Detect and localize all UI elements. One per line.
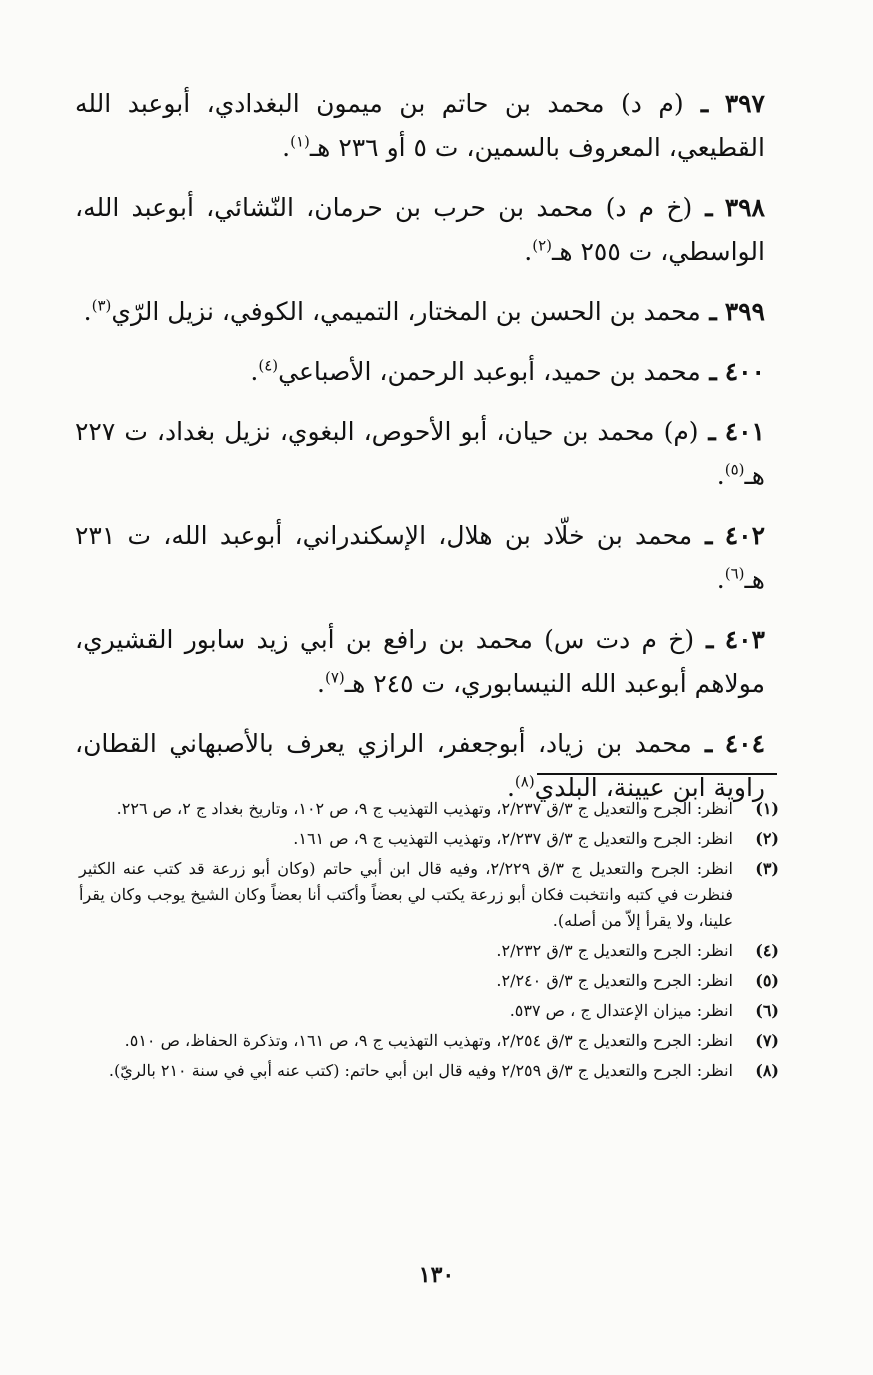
entry-text: محمد بن زياد، أبوجعفر، الرازي يعرف بالأصبهاني القطان، راوية ابن عيينة، البلدي — [75, 729, 765, 802]
entry-number: ٣٩٩ — [724, 297, 765, 326]
footnote — [79, 1028, 779, 1054]
footnote — [79, 856, 779, 934]
footnote-mark: (٧) — [755, 1031, 779, 1050]
footnote-ref: (١) — [290, 132, 310, 151]
footnote-divider — [537, 773, 777, 775]
entry-text: محمد بن حميد، أبوعبد الرحمن، الأصباعي — [278, 357, 701, 386]
footnote-text: انظر: الجرح والتعديل ج ٣/ق ٢/٢٣٧، وتهذيب التهذيب ج ٩، ص ١٦١. — [293, 829, 733, 848]
footnote — [79, 796, 779, 822]
entry-text: محمد بن خلّاد بن هلال، الإسكندراني، أبوعبد الله، ت ٢٣١ هـ — [75, 521, 765, 594]
entry-number: ٣٩٧ — [724, 89, 765, 118]
footnote-text: انظر: الجرح والتعديل ج ٣/ق ٢/٢٣٢. — [496, 941, 733, 960]
entry-text: (م د) محمد بن حاتم بن ميمون البغدادي، أبوعبد الله القطيعي، المعروف بالسمين، ت ٥ أو ٢٣٦ هـ — [75, 89, 765, 162]
footnote — [79, 1058, 779, 1084]
entry-text: (خ م دت س) محمد بن رافع بن أبي زيد سابور القشيري، مولاهم أبوعبد الله النيسابوري، ت ٢٤٥ هـ — [75, 625, 765, 698]
footnote-text: انظر: ميزان الإعتدال ج ، ص ٥٣٧. — [509, 1001, 733, 1020]
entry: ٣٩٨ ـ (خ م د) محمد بن حرب بن حرمان، النّشائي، أبوعبد الله، الواسطي، ت ٢٥٥ هـ$^{(٢)}$. — [75, 193, 765, 266]
entry: ٣٩٧ ـ (م د) محمد بن حاتم بن ميمون البغدادي، أبوعبد الله القطيعي، المعروف بالسمين، ت ٥ أو ٢٣٦ هـ$^{(١)}$. — [75, 89, 765, 162]
entry: ٤٠٢ ـ محمد بن خلّاد بن هلال، الإسكندراني، أبوعبد الله، ت ٢٣١ هـ$^{(٦)}$. — [75, 521, 766, 594]
entry-text: (م) محمد بن حيان، أبو الأحوص، البغوي، نزيل بغداد، ت ٢٢٧ هـ — [75, 417, 765, 490]
footnote-ref: (٣) — [91, 296, 112, 315]
footnote-text: انظر: الجرح والتعديل ج ٣/ق ٢/٢٣٧، وتهذيب التهذيب ج ٩، ص ١٠٢، وتاريخ بغداد ج ٢، ص ٢٢٦. — [116, 799, 733, 818]
footnote-mark: (١) — [755, 799, 779, 818]
entry: ٤٠٤ ـ محمد بن زياد، أبوجعفر، الرازي يعرف بالأصبهاني القطان، راوية ابن عيينة، البلدي$^{(٨)}$. — [75, 729, 766, 802]
footnote-mark: (٦) — [755, 1001, 779, 1020]
entry-number: ٣٩٨ — [724, 193, 765, 222]
footnote — [79, 938, 779, 964]
entry-number: ٤٠٠ — [724, 357, 765, 386]
footnote-text: انظر: الجرح والتعديل ج ٣/ق ٢/٢٢٩، وفيه قال ابن أبي حاتم (وكان أبو زرعة قد كتب عنه الكثير فنظرت في كتبه وانتخبت فكان أبو زرعة يكتب لي بعضاً وأكتب أنا بعضاً وكان الشيخ يوجب وكان يقرأ علينا، ولا يقرأ إلاّ من أصله). — [79, 859, 734, 930]
footnote-ref: (٢) — [532, 236, 553, 255]
page-number: ١٣٠ — [418, 1262, 455, 1288]
footnote — [79, 998, 779, 1024]
entry-number: ٤٠٢ — [724, 521, 766, 550]
footnote-ref: (٦) — [724, 564, 745, 583]
entry-number: ٤٠٤ — [724, 729, 766, 758]
footnote-ref: (٤) — [258, 356, 279, 375]
footnote-ref: (٥) — [724, 460, 745, 479]
entry: ٤٠٣ ـ (خ م دت س) محمد بن رافع بن أبي زيد سابور القشيري، مولاهم أبوعبد الله النيسابوري، ت ٢٤٥ هـ$^{(٧)}$. — [75, 625, 765, 698]
entry: ٤٠٠ ـ محمد بن حميد، أبوعبد الرحمن، الأصباعي$^{(٤)}$. — [250, 356, 765, 386]
footnote — [79, 826, 779, 852]
footnote-text: انظر: الجرح والتعديل ج ٣/ق ٢/٢٥٤، وتهذيب التهذيب ج ٩، ص ١٦١، وتذكرة الحفاظ، ص ٥١٠. — [124, 1031, 733, 1050]
footnote-ref: (٨) — [514, 772, 535, 791]
entry: ٤٠١ ـ (م) محمد بن حيان، أبو الأحوص، البغوي، نزيل بغداد، ت ٢٢٧ هـ$^{(٥)}$. — [75, 417, 765, 490]
footnote-ref: (٧) — [325, 668, 345, 687]
entry-text: محمد بن الحسن بن المختار، التميمي، الكوفي، نزيل الرّي — [111, 297, 701, 326]
footnote-text: انظر: الجرح والتعديل ج ٣/ق ٢/٢٥٩ وفيه قال ابن أبي حاتم: (كتب عنه أبي في سنة ٢١٠ بالريّ). — [108, 1061, 733, 1080]
entry-text: (خ م د) محمد بن حرب بن حرمان، النّشائي، أبوعبد الله، الواسطي، ت ٢٥٥ هـ — [75, 193, 765, 266]
footnotes — [79, 796, 779, 1084]
entry-number: ٤٠٣ — [724, 625, 765, 654]
footnote-text: انظر: الجرح والتعديل ج ٣/ق ٢/٢٤٠. — [496, 971, 733, 990]
footnote-mark: (٨) — [755, 1061, 779, 1080]
entry: ٣٩٩ ـ محمد بن الحسن بن المختار، التميمي، الكوفي، نزيل الرّي$^{(٣)}$. — [83, 296, 765, 326]
footnote-mark: (٤) — [755, 941, 779, 960]
entry-number: ٤٠١ — [724, 417, 765, 446]
footnote-mark: (٣) — [755, 859, 779, 878]
footnote — [79, 968, 779, 994]
footnote-mark: (٢) — [755, 829, 779, 848]
footnote-mark: (٥) — [755, 971, 779, 990]
entries-list — [75, 82, 765, 810]
